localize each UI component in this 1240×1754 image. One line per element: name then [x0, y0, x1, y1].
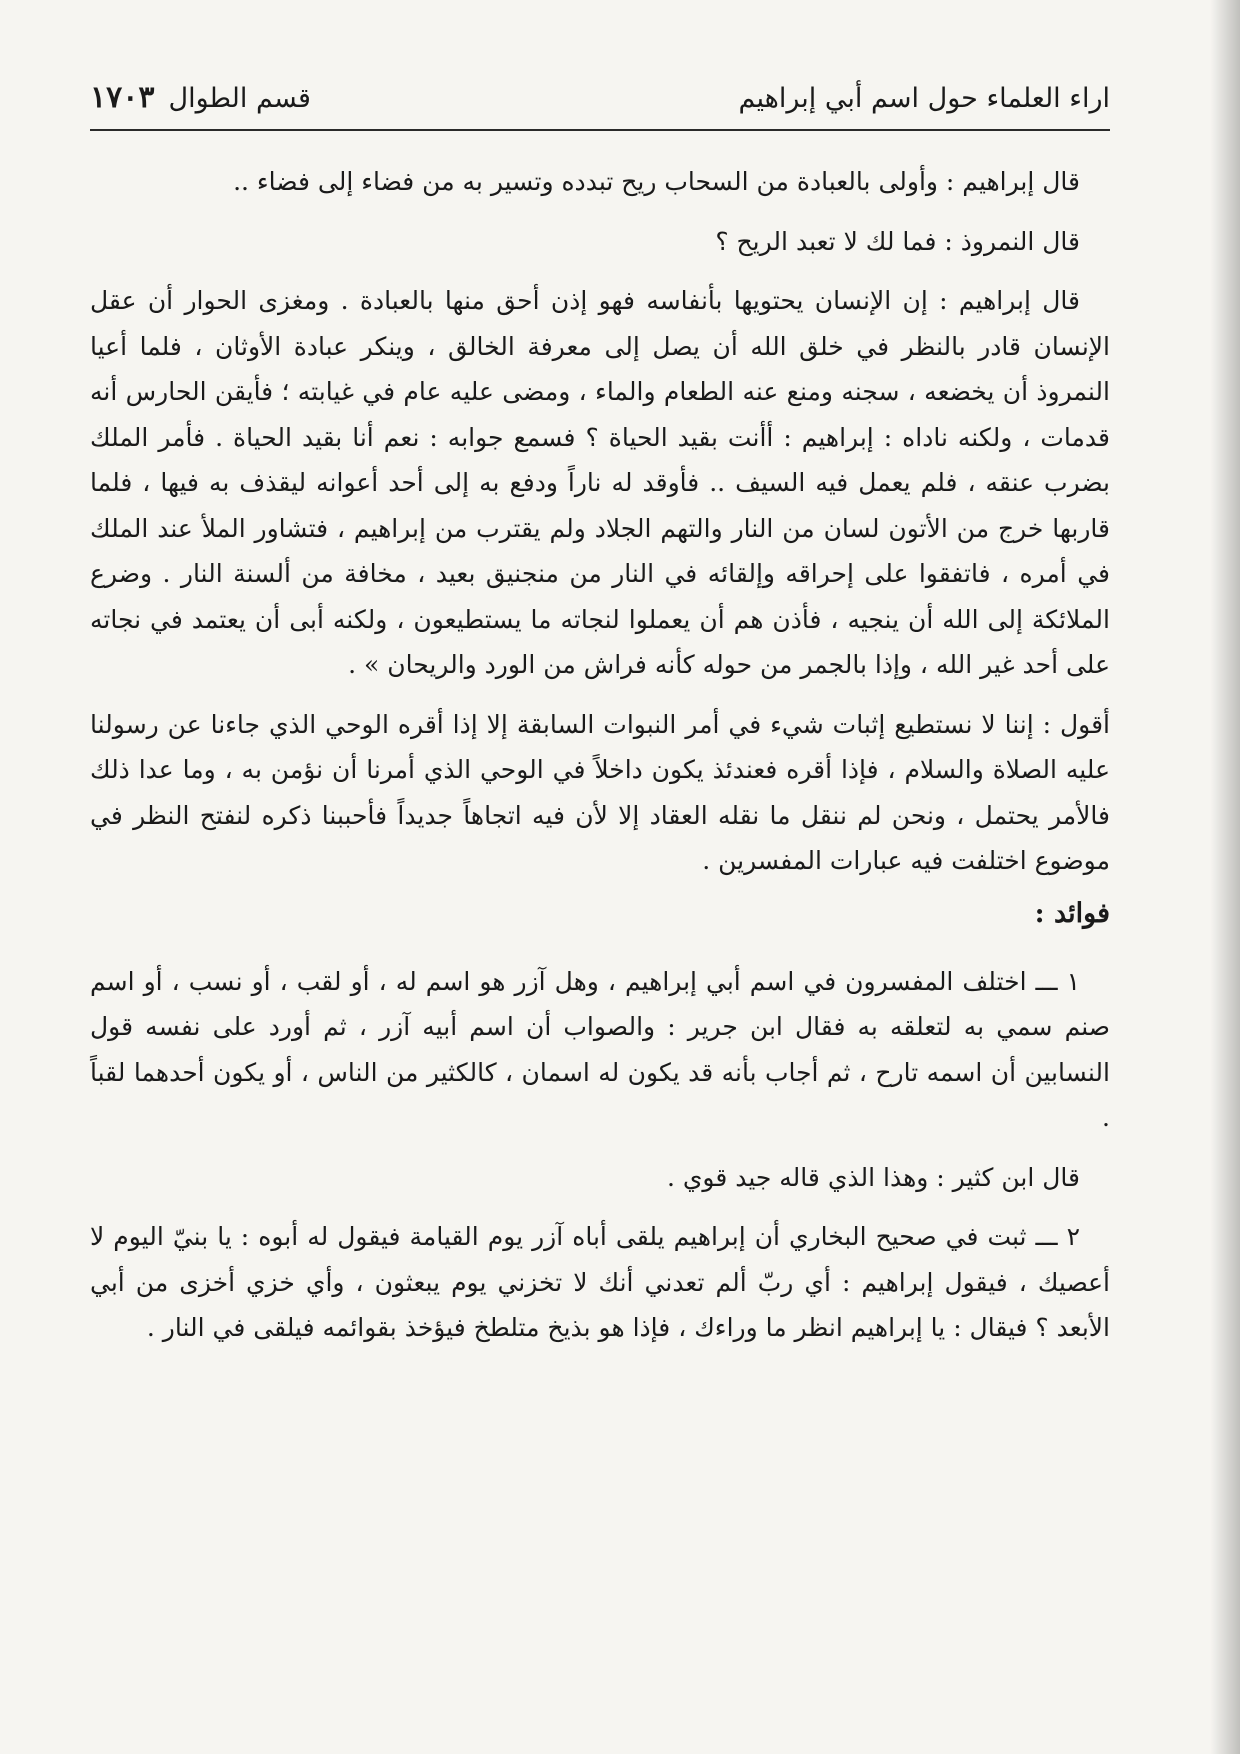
page-number: ١٧٠٣ — [90, 80, 155, 115]
paragraph-2: قال النمروذ : فما لك لا تعبد الريح ؟ — [715, 226, 1080, 256]
paragraph-3: قال إبراهيم : إن الإنسان يحتويها بأنفاسه فهو إذن أحق منها بالعبادة . ومغزى الحوار أن عقل الإنسان قادر بالنظر في خلق الله أن يصل إلى معرفة الخالق ، وينكر عبادة الأوثان ، فلما أعيا النمروذ أن يخضعه ، سجنه ومنع عنه الطعام والماء ، ومضى عليه عام في غيابته ؛ فأيقن الحارس أنه قدمات ، ولكنه ناداه : إبراهيم : أأنت بقيد الحياة ؟ فسمع جوابه : نعم أنا بقيد الحياة . فأمر الملك بضرب عنقه ، فلم يعمل فيه السيف .. فأوقد له ناراً ودفع به إلى أحد أعوانه ليقذف به فيها ، فلما قاربها خرج من الأتون لسان من النار والتهم الجلاد ولم يقترب من إبراهيم ، فتشاور الملأ عند الملك في أمره ، فاتفقوا على إحراقه وإلقائه في النار من منجنيق بعيد ، مخافة من ألسنة النار . وضرع الملائكة إلى الله أن ينجيه ، فأذن هم أن يعملوا لنجاته ما يستطيعون ، ولكنه أبى أن يعتمد في نجاته على أحد غير الله ، وإذا بالجمر من حوله كأنه فراش من الورد والريحان » . — [90, 286, 1110, 679]
paragraph-1: قال إبراهيم : وأولى بالعبادة من السحاب ريح تبدده وتسير به من فضاء إلى فضاء .. — [233, 167, 1080, 196]
body-text — [90, 159, 1110, 1351]
running-head-title: اراء العلماء حول اسم أبي إبراهيم — [738, 83, 1110, 114]
running-head — [90, 80, 1110, 131]
section-heading: فوائد : — [1034, 897, 1110, 929]
paragraph-7: ٢ ـــ ثبت في صحيح البخاري أن إبراهيم يلقى أباه آزر يوم القيامة فيقول له أبوه : يا بنيّ اليوم لا أعصيك ، فيقول إبراهيم : أي ربّ ألم تعدني أنك لا تخزني يوم يبعثون ، وأي خزي أخزى من أبي الأبعد ؟ فيقال : يا إبراهيم انظر ما وراءك ، فإذا هو بذيخ متلطخ فيؤخذ بقوائمه فيلقى في النار . — [90, 1222, 1110, 1342]
page-edge-shadow — [1210, 0, 1240, 1754]
paragraph-5: ١ ـــ اختلف المفسرون في اسم أبي إبراهيم ، وهل آزر هو اسم له ، أو لقب ، أو نسب ، أو اسم صنم سمي به لتعلقه به فقال ابن جرير : والصواب أن اسم أبيه آزر ، ثم أورد على نفسه قول النسابين أن اسمه تارح ، ثم أجاب بأنه قد يكون له اسمان ، كالكثير من الناس ، أو يكون أحدهما لقباً . — [90, 966, 1110, 1132]
paragraph-4: أقول : إننا لا نستطيع إثبات شيء في أمر النبوات السابقة إلا إذا أقره الوحي الذي جاءنا عن رسولنا عليه الصلاة والسلام ، فإذا أقره فعندئذ يكون داخلاً في الوحي الذي أمرنا أن نؤمن به ، وما عدا ذلك فالأمر يحتمل ، ونحن لم ننقل ما نقله العقاد إلا لأن فيه اتجاهاً جديداً فأحببنا ذكره لنفتح النظر في موضوع اختلفت فيه عبارات المفسرين . — [90, 709, 1110, 875]
book-page — [90, 80, 1110, 1365]
paragraph-6: قال ابن كثير : وهذا الذي قاله جيد قوي . — [666, 1162, 1080, 1192]
running-head-left — [90, 80, 311, 115]
running-head-section: قسم الطوال — [168, 83, 311, 114]
